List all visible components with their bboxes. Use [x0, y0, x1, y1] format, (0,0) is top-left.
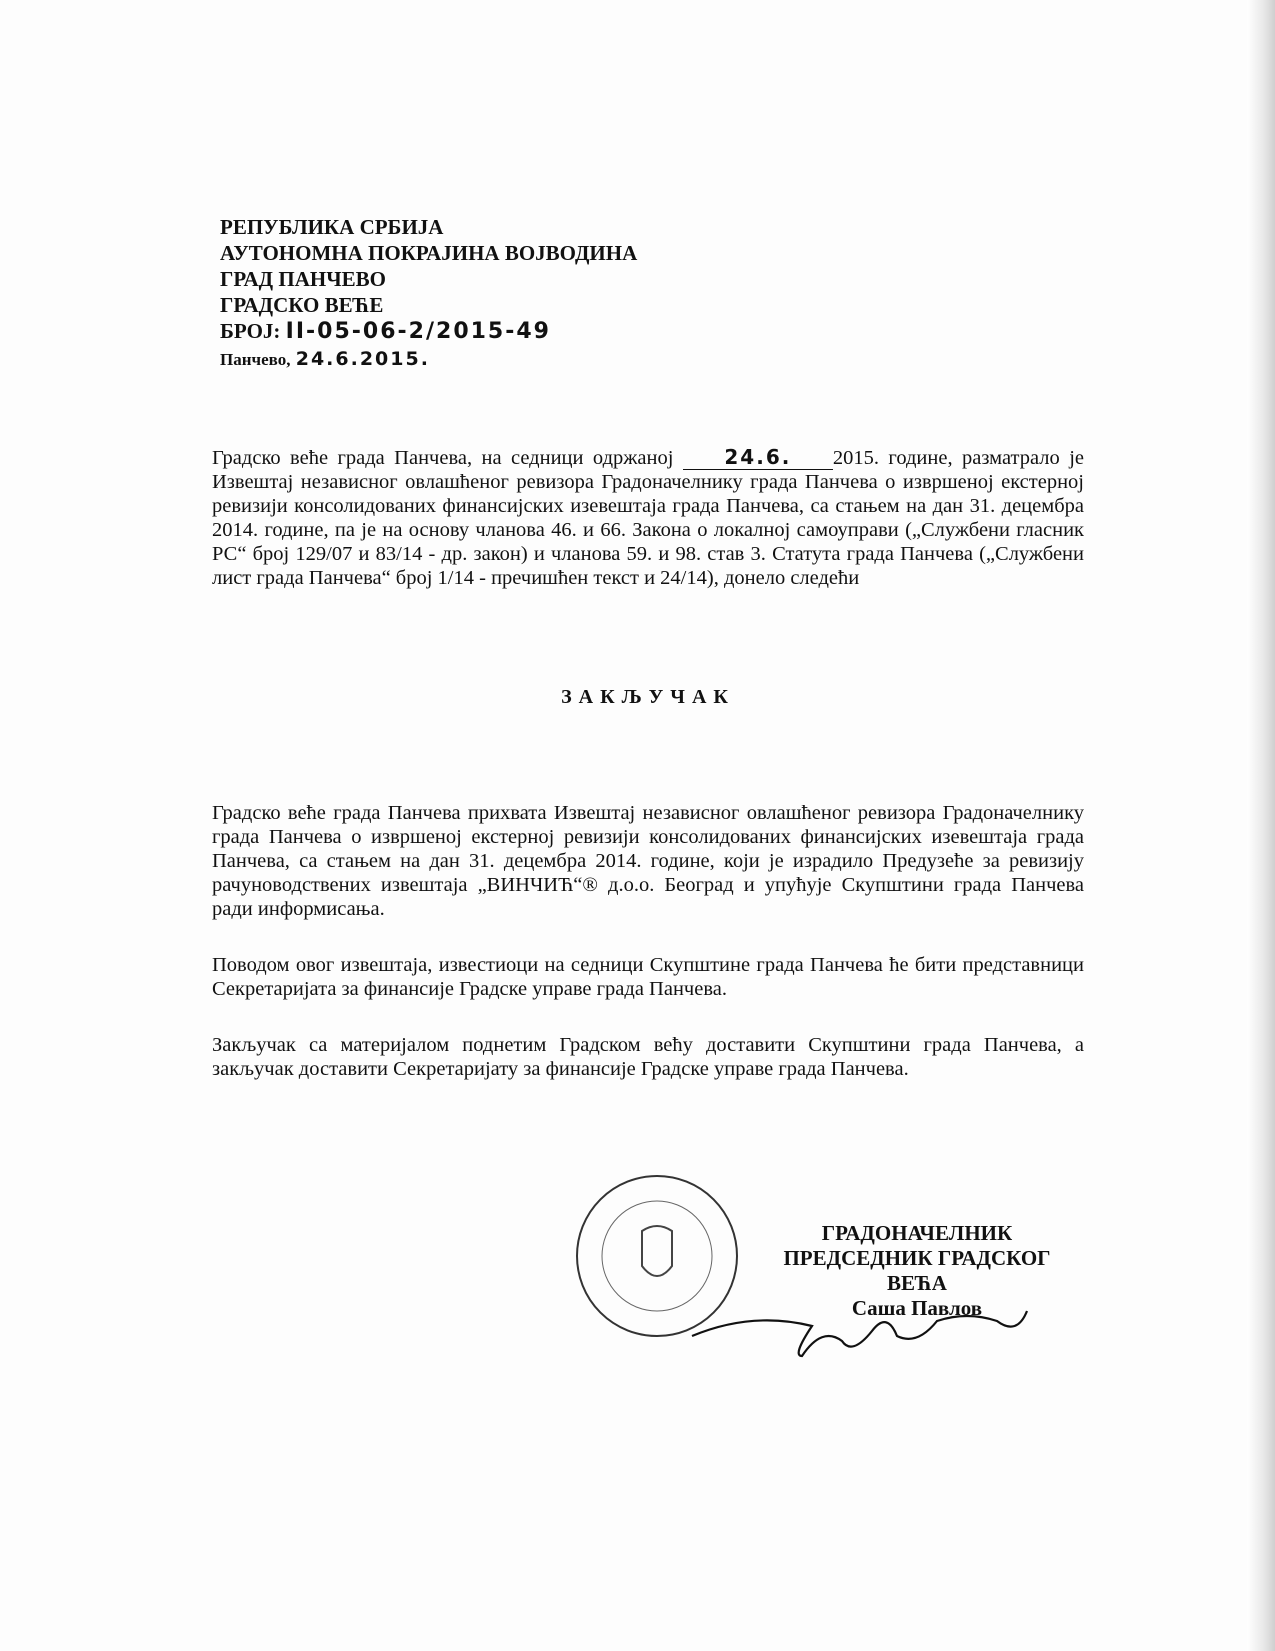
scan-edge [1247, 0, 1275, 1651]
body-paragraph-1: Градско веће града Панчева прихвата Извештај независног овлашћеног ревизора Градоначелнику града Панчева о извршеној екстерној ревизији консолидованих финансијских изевештаја града Панчева, са стањем на дан 31. децембра 2014. године, који је израдило Предузеће за ревизију рачуноводствених извештаја „ВИНЧИЋ“® д.о.о. Београд и упућује Скупштини града Панчева ради информисања. [212, 802, 1084, 920]
body-paragraph-3: Закључак са материјалом поднетим Градском већу доставити Скупштини града Панчева, а закључак доставити Секретаријату за финансије Градске управе града Панчева. [212, 1034, 1084, 1080]
date-blank [683, 446, 833, 470]
handwritten-signature [682, 1301, 1042, 1371]
signatory-title-mayor: ГРАДОНАЧЕЛНИК [821, 1221, 1013, 1245]
header-place-date: Панчево, 24.6.2015. [220, 348, 430, 370]
header-republic: РЕПУБЛИКА СРБИЈА [220, 215, 444, 239]
header-city: ГРАД ПАНЧЕВО [220, 267, 386, 291]
document-header [220, 214, 637, 373]
body-paragraph-2: Поводом овог извештаја, известиоци на седници Скупштине града Панчева ће бити представници Секретаријата за финансије Градске управе града Панчева. [212, 954, 1084, 1000]
handwritten-date: 24.6.2015. [295, 348, 430, 370]
header-province: АУТОНОМНА ПОКРАЈИНА ВОЈВОДИНА [220, 241, 638, 265]
signatory-name: Саша Павлов [851, 1296, 983, 1320]
signature-area [212, 1171, 1084, 1371]
document-title: ЗАКЉУЧАК [561, 686, 735, 708]
header-council: ГРАДСКО ВЕЋЕ [220, 293, 384, 317]
document-body [212, 446, 1084, 1371]
header-number: БРОЈ: II-05-06-2/2015-49 [220, 319, 551, 344]
signatory-title-president: ПРЕДСЕДНИК ГРАДСКОГ ВЕЋА [783, 1246, 1051, 1295]
handwritten-number: II-05-06-2/2015-49 [285, 319, 551, 344]
handwritten-session-date: 24.6. [724, 445, 792, 469]
intro-paragraph: Градско веће града Панчева, на седници одржаној 24.6. 2015. године, разматрало је Извештај независног овлашћеног ревизора Градоначелнику града Панчева о извршеној екстерној ревизији консолидованих финансијских изевештаја града Панчева, са стањем на дан 31. децембра 2014. године, па је на основу чланова 46. и 66. Закона о локалној самоуправи („Службени гласник РС“ број 129/07 и 83/14 - др. закон) и чланова 59. и 98. став 3. Статута града Панчева („Службени лист града Панчева“ број 1/14 - пречишћен текст и 24/14), донело следећи [212, 445, 1084, 589]
